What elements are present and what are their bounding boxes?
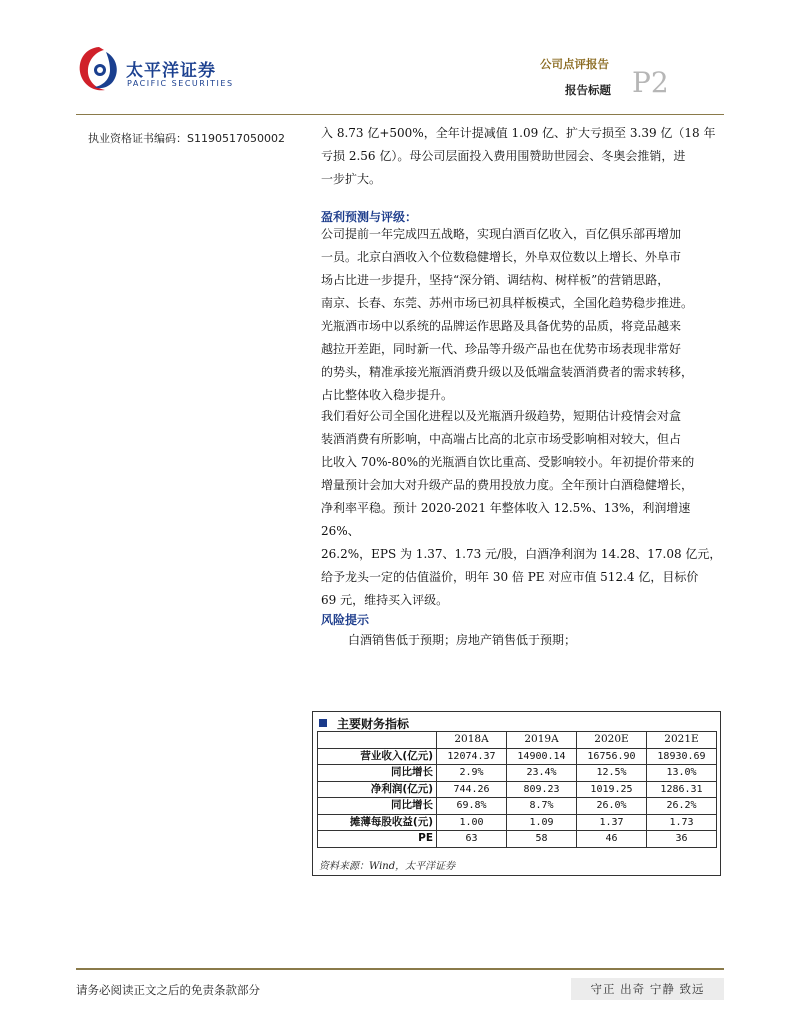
- table-cell: 36: [647, 831, 717, 848]
- text-line: 公司提前一年完成四五战略，实现白酒百亿收入，百亿俱乐部再增加: [321, 227, 682, 241]
- text-line: 26.2%，EPS 为 1.37、1.73 元/股，白酒净利润为 14.28、17.08 亿元，: [321, 547, 722, 561]
- text-line: 入 8.73 亿+500%，全年计提减值 1.09 亿、扩大亏损至 3.39 亿（18 年: [321, 126, 716, 140]
- table-cell: 12.5%: [577, 765, 647, 782]
- table-cell: 12074.37: [437, 748, 507, 765]
- table-cell: 16756.90: [577, 748, 647, 765]
- table-row: [318, 781, 717, 798]
- table-cell: 1286.31: [647, 781, 717, 798]
- table-title: [319, 715, 409, 732]
- table-row: [318, 831, 717, 848]
- table-cell: 1.73: [647, 814, 717, 831]
- text-line: 光瓶酒市场中以系统的品牌运作思路及具备优势的品质，将竞品越来: [321, 319, 682, 333]
- column-header: 2021E: [647, 732, 717, 749]
- text-line: 一步扩大。: [321, 172, 382, 186]
- table-row: [318, 765, 717, 782]
- table-cell: 69.8%: [437, 798, 507, 815]
- table-cell: 1019.25: [577, 781, 647, 798]
- report-title: 报告标题: [565, 83, 611, 97]
- paragraph-1: [321, 122, 731, 191]
- text-line: 比收入 70%-80%的光瓶酒自饮比重高、受影响较小。年初提价带来的: [321, 455, 695, 469]
- row-label: PE: [318, 831, 437, 848]
- company-logo: [76, 44, 256, 94]
- logo-text-en: PACIFIC SECURITIES: [127, 79, 234, 88]
- table-row: [318, 798, 717, 815]
- text-line: 给予龙头一定的估值溢价，明年 30 倍 PE 对应市值 512.4 亿，目标价: [321, 570, 699, 584]
- text-line: 占比整体收入稳步提升。: [321, 388, 454, 402]
- footer-disclaimer: 请务必阅读正文之后的免责条款部分: [76, 983, 260, 997]
- risk-text: 白酒销售低于预期；房地产销售低于预期；: [348, 633, 577, 647]
- logo-text-cn: 太平洋证券: [126, 61, 216, 81]
- table-cell: 2.9%: [437, 765, 507, 782]
- table-source: 资料来源：Wind，太平洋证券: [319, 861, 456, 872]
- report-type: 公司点评报告: [540, 57, 609, 71]
- table-cell: 63: [437, 831, 507, 848]
- text-line: 增量预计会加大对升级产品的费用投放力度。全年预计白酒稳健增长，: [321, 478, 694, 492]
- financial-table: [317, 731, 717, 848]
- table-cell: 26.2%: [647, 798, 717, 815]
- row-label: 同比增长: [318, 765, 437, 782]
- row-label: 同比增长: [318, 798, 437, 815]
- column-header: 2019A: [507, 732, 577, 749]
- risk-heading: 风险提示: [321, 613, 370, 627]
- logo-mark-icon: [76, 44, 122, 94]
- table-cell: 18930.69: [647, 748, 717, 765]
- row-label: 摊薄每股收益(元): [318, 814, 437, 831]
- financial-table-box: [312, 711, 721, 876]
- table-cell: 809.23: [507, 781, 577, 798]
- text-line: 净利率平稳。预计 2020-2021 年整体收入 12.5%、13%，利润增速 26%、: [321, 501, 691, 538]
- text-line: 我们看好公司全国化进程以及光瓶酒升级趋势，短期估计疫情会对盒: [321, 409, 682, 423]
- text-line: 装酒消费有所影响，中高端占比高的北京市场受影响相对较大，但占: [321, 432, 682, 446]
- header-divider: [76, 114, 724, 115]
- text-line: 69 元，维持买入评级。: [321, 593, 449, 607]
- row-label: 营业收入(亿元): [318, 748, 437, 765]
- footer-motto: 守正 出奇 宁静 致远: [571, 978, 724, 1000]
- text-line: 南京、长春、东莞、苏州市场已初具样板模式，全国化趋势稳步推进。: [321, 296, 694, 310]
- table-cell: 46: [577, 831, 647, 848]
- text-line: 的势头，精准承接光瓶酒消费升级以及低端盒装酒消费者的需求转移，: [321, 365, 694, 379]
- table-row: [318, 814, 717, 831]
- table-cell: 13.0%: [647, 765, 717, 782]
- table-cell: 14900.14: [507, 748, 577, 765]
- page-number: P2: [632, 66, 669, 99]
- text-line: 亏损 2.56 亿）。母公司层面投入费用围赞助世园会、冬奥会推销，进: [321, 149, 686, 163]
- paragraph-2: [321, 223, 731, 407]
- column-header: 2020E: [577, 732, 647, 749]
- paragraph-3: [321, 405, 731, 612]
- table-header-row: [318, 732, 717, 749]
- row-label: 净利润(亿元): [318, 781, 437, 798]
- text-line: 一员。北京白酒收入个位数稳健增长，外阜双位数以上增长、外阜市: [321, 250, 682, 264]
- table-cell: 744.26: [437, 781, 507, 798]
- table-cell: 1.37: [577, 814, 647, 831]
- table-cell: 26.0%: [577, 798, 647, 815]
- table-cell: 1.09: [507, 814, 577, 831]
- table-cell: 58: [507, 831, 577, 848]
- table-title-text: 主要财务指标: [337, 717, 410, 731]
- column-header: [318, 732, 437, 749]
- text-line: 越拉开差距，同时新一代、珍品等升级产品也在优势市场表现非常好: [321, 342, 682, 356]
- analyst-cert: 执业资格证书编码：S1190517050002: [88, 132, 285, 145]
- text-line: 场占比进一步提升，坚持“深分销、调结构、树样板”的营销思路，: [321, 273, 670, 287]
- table-cell: 8.7%: [507, 798, 577, 815]
- forecast-heading: 盈利预测与评级：: [321, 210, 418, 224]
- table-cell: 1.00: [437, 814, 507, 831]
- table-cell: 23.4%: [507, 765, 577, 782]
- footer-divider: [76, 968, 724, 970]
- square-bullet-icon: [319, 719, 327, 727]
- column-header: 2018A: [437, 732, 507, 749]
- table-row: [318, 748, 717, 765]
